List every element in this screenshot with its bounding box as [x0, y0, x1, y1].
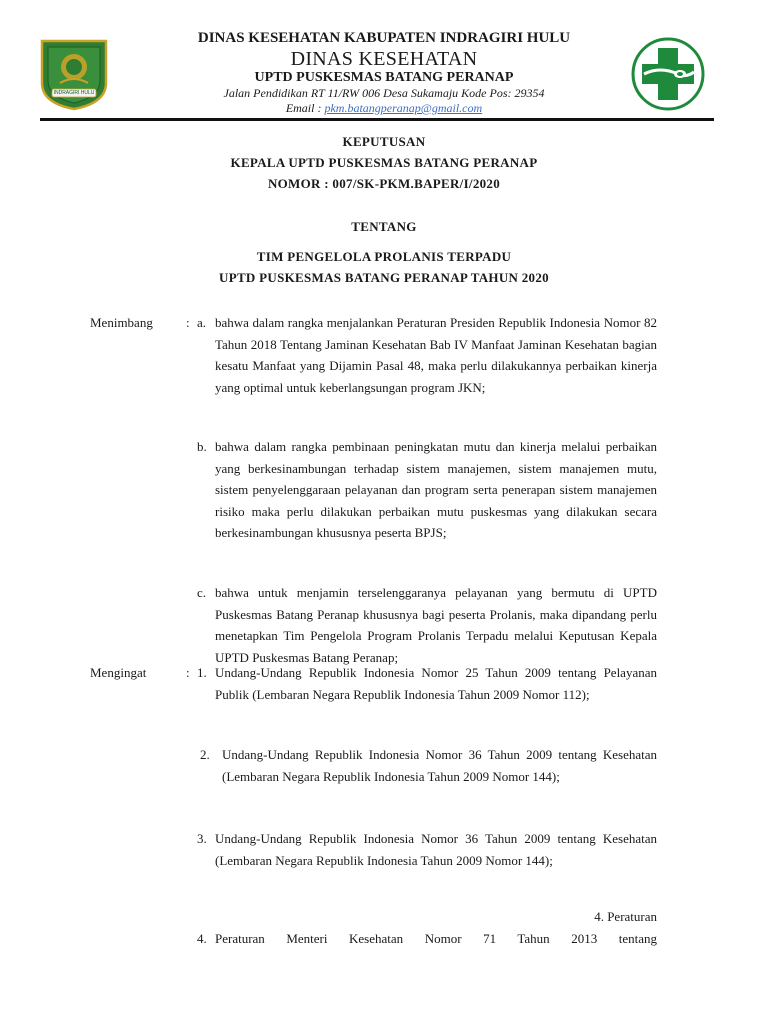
- title-tentang: TENTANG: [351, 219, 417, 234]
- mengingat-item-2: Undang-Undang Republik Indonesia Nomor 36 Tahun 2009 tentang Kesehatan (Lembaran Negara Republik Indonesia Tahun 2009 Nomor 144);: [222, 747, 657, 784]
- mengingat-marker-2: 2.: [200, 747, 210, 762]
- letterhead-line-3: UPTD PUSKESMAS BATANG PERANAP: [254, 70, 514, 85]
- mengingat-item-3: Undang-Undang Republik Indonesia Nomor 36 Tahun 2009 tentang Kesehatan (Lembaran Negara Republik Indonesia Tahun 2009 Nomor 144);: [215, 831, 657, 868]
- title-nomor: NOMOR : 007/SK-PKM.BAPER/I/2020: [267, 176, 501, 191]
- email-link[interactable]: pkm.batangperanap@gmail.com: [324, 101, 483, 115]
- mengingat-item-4: Peraturan Menteri Kesehatan Nomor 71 Tahun 2013 tentang: [215, 931, 657, 946]
- letterhead-line-2: DINAS KESEHATAN: [290, 48, 478, 70]
- letterhead-email-line: [0, 101, 768, 116]
- crest-banner-text: INDRAGIRI HULU: [53, 90, 95, 96]
- email-label: Email :: [285, 101, 325, 115]
- menimbang-label: Menimbang: [90, 315, 153, 330]
- mengingat-label: Mengingat: [90, 665, 147, 680]
- mengingat-marker-1: 1.: [197, 665, 207, 680]
- mengingat-colon: :: [186, 665, 190, 680]
- title-keputusan: KEPUTUSAN: [342, 134, 426, 149]
- title-subject-2: UPTD PUSKESMAS BATANG PERANAP TAHUN 2020: [219, 270, 549, 285]
- mengingat-marker-3: 3.: [197, 831, 207, 846]
- title-kepala: KEPALA UPTD PUSKESMAS BATANG PERANAP: [230, 155, 538, 170]
- menimbang-item-a: bahwa dalam rangka menjalankan Peraturan Presiden Republik Indonesia Nomor 82 Tahun 2018 Tentang Jaminan Kesehatan Bab IV Manfaat Jaminan Kesehatan bagian kesatu Manfaat yang Dijamin Pasal 48, maka perlu dilakukannya perbaikan kinerja yang optimal untuk keberlangsungan program JKN;: [215, 315, 657, 395]
- menimbang-marker-c: c.: [197, 585, 207, 600]
- menimbang-colon: :: [186, 315, 190, 330]
- mengingat-item-1: Undang-Undang Republik Indonesia Nomor 25 Tahun 2009 tentang Pelayanan Publik (Lembaran Negara Republik Indonesia Tahun 2009 Nomor 112);: [215, 665, 657, 702]
- menimbang-item-b: bahwa dalam rangka pembinaan peningkatan mutu dan kinerja melalui perbaikan yang berkesinambungan terhadap sistem manajemen, sistem manajemen mutu, sistem penyelenggaraan pelayanan dan program serta penerapan sistem manajemen risiko maka perlu dilakukan perbaikan mutu puskesmas yang dilakukan secara berkesinambungan khususnya peserta BPJS;: [215, 439, 657, 540]
- menimbang-marker-b: b.: [197, 439, 207, 454]
- title-subject-1: TIM PENGELOLA PROLANIS TERPADU: [256, 249, 512, 264]
- menimbang-item-c: bahwa untuk menjamin terselenggaranya pelayanan yang bermutu di UPTD Puskesmas Batang Peranap khususnya bagi peserta Prolanis, maka dipandang perlu menetapkan Tim Pengelola Program Prolanis Terpadu melalui Keputusan Kepala UPTD Puskesmas Batang Peranap;: [215, 585, 657, 665]
- letterhead-line-1: DINAS KESEHATAN KABUPATEN INDRAGIRI HULU: [197, 30, 571, 46]
- letterhead-address: Jalan Pendidikan RT 11/RW 006 Desa Sukamaju Kode Pos: 29354: [223, 86, 545, 100]
- letterhead-divider: [40, 118, 714, 121]
- menimbang-marker-a: a.: [197, 315, 207, 330]
- mengingat-marker-4: 4.: [197, 931, 207, 946]
- page-continuation: 4. Peraturan: [594, 909, 657, 924]
